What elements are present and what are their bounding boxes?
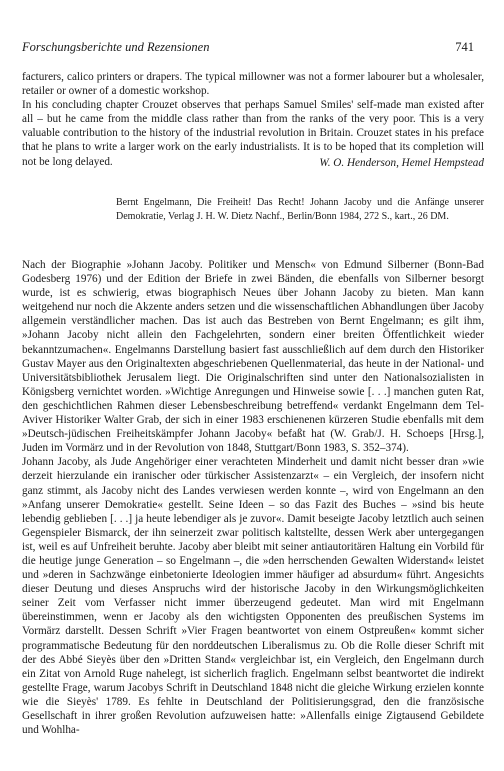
section-title: Forschungsberichte und Rezensionen bbox=[22, 40, 210, 54]
paragraph: In his concluding chapter Crouzet observes that perhaps Samuel Smiles' self-made man existed after all – but he came from the middle class rather than from the ranks of the very poor. This is a very valuable contribution to the history of the industrial revolution in Britain. Crouzet states in his preface that he plans to write a larger work on the early industrialists. It is to be hoped that its completion will not be long delayed. bbox=[22, 99, 484, 168]
paragraph: Johann Jacoby, als Jude Angehöriger einer verachteten Minderheit und damit nicht besser dran »wie derzeit hierzulande ein iranischer oder türkischer Assistenzarzt« – ein Vergleich, der insofern nicht ganz stimmt, als Jacoby nicht des Landes verwiesen werden konnte –, wird von Engelmann an den »Anfang unserer Demokratie« gestellt. Seine Ideen – so das Fazit des Buches – »sind bis heute lebendig geblieben [. . .] ja heute lebendiger als je zuvor«. Damit beseigte Jacoby letztlich auch seinen Gegenspieler Bismarck, der ihn seinerzeit zwar politisch kaltstellte, dessen Werk aber untergegangen ist, weil es auf Unfreiheit beruhte. Jacoby aber bleibt mit seiner antiautoritären Haltung ein Vorbild für die heutige junge Generation – so Engelmann –, die »den herrschenden Gewalten Widerstand« leistet und »deren in Sachzwänge einbetonierte Ideologien immer häufiger ad absurdum« führt. Angesichts dieser Deutung und dieses Anspruchs wird der historische Jacoby in den Wirkungsmöglichkeiten seiner Zeit vom Verfasser nicht immer überzeugend gedeutet. Man wird mit Engelmann übereinstimmen, wenn er Jacoby als den wichtigsten Opponenten des preußischen Systems im Vormärz darstellt. Dessen Schrift »Vier Fragen beantwortet von einem Ostpreußen« kommt sicher programmatische Bedeutung für den norddeutschen Liberalismus zu. Ob die Rolle dieser Schrift mit der des Abbé Sieyès über den »Dritten Stand« vergleichbar ist, ein Vergleich, den Engelmann durch ein Zitat von Arnold Ruge nahelegt, ist sicherlich fraglich. Engelmann selbst beantwortet die indirekt gestellte Frage, warum Jacobys Schrift in Deutschland 1848 nicht die gleiche Wirkung erzielen konnte wie die Sieyès' 1789. Es fehlte in Deutschland der Politisierungsgrad, den die französische Gesellschaft in ihrer großen Revolution aufzuweisen hatte: »Allenfalls einige Zigtausend Gebildete und Wohlha- bbox=[22, 456, 484, 737]
running-head bbox=[22, 40, 474, 56]
page-number: 741 bbox=[455, 40, 474, 54]
paragraph: Nach der Biographie »Johann Jacoby. Politiker und Mensch« von Edmund Silberner (Bonn-Bad Godesberg 1976) und der Edition der Briefe in zwei Bänden, die ebenfalls von Silberner besorgt wurde, ist es schwierig, etwas biographisch Neues über Johann Jacoby zu bieten. Man kann weitgehend nur noch die Akzente anders setzen und die wissenschaftlichen Abhandlungen über Jacoby allgemein verständlicher machen. Das ist auch das Bestreben von Bernt Engelmann; es gilt ihm, »Johann Jacoby nicht allein den Fachgelehrten, sondern einer breiten Öffentlichkeit wieder bekanntzumachen«. Engelmanns Darstellung basiert fast ausschließlich auf dem durch den Historiker Gustav Mayer aus den Originaltexten abgeschriebenen Quellenmaterial, das heute in der National- und Universitätsbibliothek Jerusalem liegt. Die Originalschriften sind unter den Nationalsozialisten in Königsberg vernichtet worden. »Wichtige Anregungen und Hinweise sowie [. . .] manchen guten Rat, den geschichtlichen Rahmen dieser Lebensbeschreibung betreffend« verdankt Engelmann dem Tel-Aviver Historiker Walter Grab, der sich in einer 1983 erschienenen kürzeren Studie ebenfalls mit dem »Deutsch-jüdischen Freiheitskämpfer Johann Jacoby« befaßt hat (W. Grab/J. H. Schoeps [Hrsg.], Juden im Vormärz und in der Revolution von 1848, Stuttgart/Bonn 1983, S. 352–374). bbox=[22, 259, 484, 455]
previous-review-ending bbox=[22, 70, 484, 169]
paragraph: facturers, calico printers or drapers. The typical millowner was not a former labourer but a wholesaler, retailer or owner of a domestic workshop. bbox=[22, 71, 484, 98]
review-body bbox=[22, 258, 484, 737]
reviewer-signature: W. O. Henderson, Hemel Hempstead bbox=[319, 157, 484, 169]
bibliographic-entry: Bernt Engelmann, Die Freiheit! Das Recht! Johann Jacoby und die Anfänge unserer Demokratie, Verlag J. H. W. Dietz Nachf., Berlin/Bonn 1984, 272 S., kart., 26 DM. bbox=[116, 197, 484, 222]
